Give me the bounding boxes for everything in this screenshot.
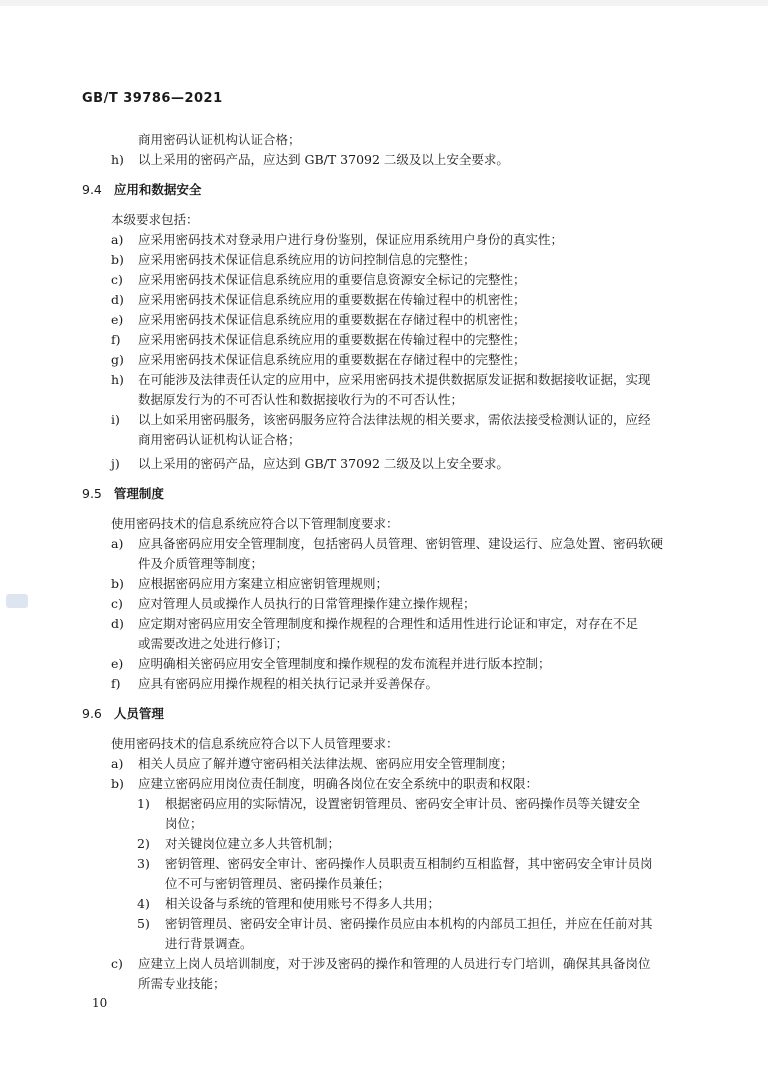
list-item-label: j)	[111, 456, 120, 471]
text-line: 密钥管理、密码安全审计、密码操作人员职责互相制约互相监督，其中密码安全审计员岗	[165, 856, 653, 871]
list-item-label: c)	[111, 596, 123, 611]
text-line: 应建立上岗人员培训制度，对于涉及密码的操作和管理的人员进行专门培训，确保其具备岗位	[138, 956, 651, 971]
list-item-label: e)	[111, 656, 124, 671]
text-line: 件及介质管理等制度；	[138, 556, 264, 571]
list-item-label: a)	[111, 756, 124, 771]
sub-item-label: 2)	[137, 836, 150, 851]
text-line: 应采用密码技术保证信息系统应用的重要信息资源安全标记的完整性；	[138, 272, 526, 287]
text-line: 密钥管理员、密码安全审计员、密码操作员应由本机构的内部员工担任，并应在任前对其	[165, 916, 653, 931]
text-line: 本级要求包括：	[111, 212, 199, 227]
sub-item-label: 5)	[137, 916, 150, 931]
list-item-label: b)	[111, 252, 124, 267]
text-line: 相关人员应了解并遵守密码相关法律法规、密码应用安全管理制度；	[138, 756, 514, 771]
text-line: 以上采用的密码产品，应达到 GB/T 37092 二级及以上安全要求。	[138, 152, 509, 167]
section-title: 人员管理	[113, 706, 164, 721]
text-line: 应采用密码技术保证信息系统应用的重要数据在存储过程中的机密性；	[138, 312, 526, 327]
section-heading	[82, 704, 164, 724]
text-line: 进行背景调查。	[165, 936, 253, 951]
section-title: 管理制度	[113, 486, 164, 501]
text-line: 对关键岗位建立多人共管机制；	[165, 836, 341, 851]
list-item-label: h)	[111, 152, 124, 167]
text-line: 应根据密码应用方案建立相应密钥管理规则；	[138, 576, 389, 591]
text-line: 应建立密码应用岗位责任制度，明确各岗位在安全系统中的职责和权限：	[138, 776, 539, 791]
list-item-label: h)	[111, 372, 124, 387]
text-line: 在可能涉及法律责任认定的应用中，应采用密码技术提供数据原发证据和数据接收证据，实现	[138, 372, 651, 387]
scan-edge	[0, 0, 768, 6]
section-title: 应用和数据安全	[113, 182, 202, 197]
text-line: 或需要改进之处进行修订；	[138, 636, 289, 651]
text-line: 商用密码认证机构认证合格；	[138, 432, 301, 447]
list-item-label: e)	[111, 312, 124, 327]
list-item-label: f)	[111, 332, 121, 347]
text-line: 应采用密码技术保证信息系统应用的重要数据在传输过程中的完整性；	[138, 332, 526, 347]
list-item-label: c)	[111, 272, 123, 287]
text-line: 数据原发行为的不可否认性和数据接收行为的不可否认性；	[138, 392, 464, 407]
section-number: 9.6	[82, 706, 102, 721]
text-line: 应具备密码应用安全管理制度，包括密码人员管理、密钥管理、建设运行、应急处置、密码软硬	[138, 536, 664, 551]
section-heading	[82, 484, 164, 504]
text-line: 应采用密码技术对登录用户进行身份鉴别，保证应用系统用户身份的真实性；	[138, 232, 564, 247]
list-item-label: c)	[111, 956, 123, 971]
list-item-label: g)	[111, 352, 124, 367]
list-item-label: a)	[111, 536, 124, 551]
text-line: 应对管理人员或操作人员执行的日常管理操作建立操作规程；	[138, 596, 476, 611]
list-item-label: f)	[111, 676, 121, 691]
standard-header: GB/T 39786—2021	[82, 91, 223, 106]
text-line: 位不可与密钥管理员、密码操作员兼任；	[165, 876, 391, 891]
text-line: 根据密码应用的实际情况，设置密钥管理员、密码安全审计员、密码操作员等关键安全	[165, 796, 641, 811]
section-number: 9.4	[82, 182, 102, 197]
text-line: 应明确相关密码应用安全管理制度和操作规程的发布流程并进行版本控制；	[138, 656, 551, 671]
list-item-label: b)	[111, 576, 124, 591]
text-line: 应具有密码应用操作规程的相关执行记录并妥善保存。	[138, 676, 439, 691]
section-heading	[82, 180, 201, 200]
text-line: 岗位；	[165, 816, 203, 831]
section-number: 9.5	[82, 486, 102, 501]
list-item-label: d)	[111, 292, 124, 307]
watermark-badge	[6, 594, 28, 608]
text-line: 所需专业技能；	[138, 976, 226, 991]
text-line: 应采用密码技术保证信息系统应用的访问控制信息的完整性；	[138, 252, 476, 267]
text-line: 相关设备与系统的管理和使用账号不得多人共用；	[165, 896, 441, 911]
text-line: 使用密码技术的信息系统应符合以下人员管理要求：	[111, 736, 399, 751]
list-item-label: b)	[111, 776, 124, 791]
list-item-label: a)	[111, 232, 124, 247]
list-item-label: i)	[111, 412, 120, 427]
list-item-label: d)	[111, 616, 124, 631]
text-line: 使用密码技术的信息系统应符合以下管理制度要求：	[111, 516, 399, 531]
page-number: 10	[92, 996, 108, 1010]
text-line: 以上如采用密码服务，该密码服务应符合法律法规的相关要求，需依法接受检测认证的，应经	[138, 412, 651, 427]
sub-item-label: 4)	[137, 896, 150, 911]
text-line: 应采用密码技术保证信息系统应用的重要数据在传输过程中的机密性；	[138, 292, 526, 307]
text-line: 应定期对密码应用安全管理制度和操作规程的合理性和适用性进行论证和审定，对存在不足	[138, 616, 639, 631]
sub-item-label: 1)	[137, 796, 150, 811]
text-line: 以上采用的密码产品，应达到 GB/T 37092 二级及以上安全要求。	[138, 456, 509, 471]
sub-item-label: 3)	[137, 856, 150, 871]
text-line: 商用密码认证机构认证合格；	[138, 132, 301, 147]
text-line: 应采用密码技术保证信息系统应用的重要数据在存储过程中的完整性；	[138, 352, 526, 367]
